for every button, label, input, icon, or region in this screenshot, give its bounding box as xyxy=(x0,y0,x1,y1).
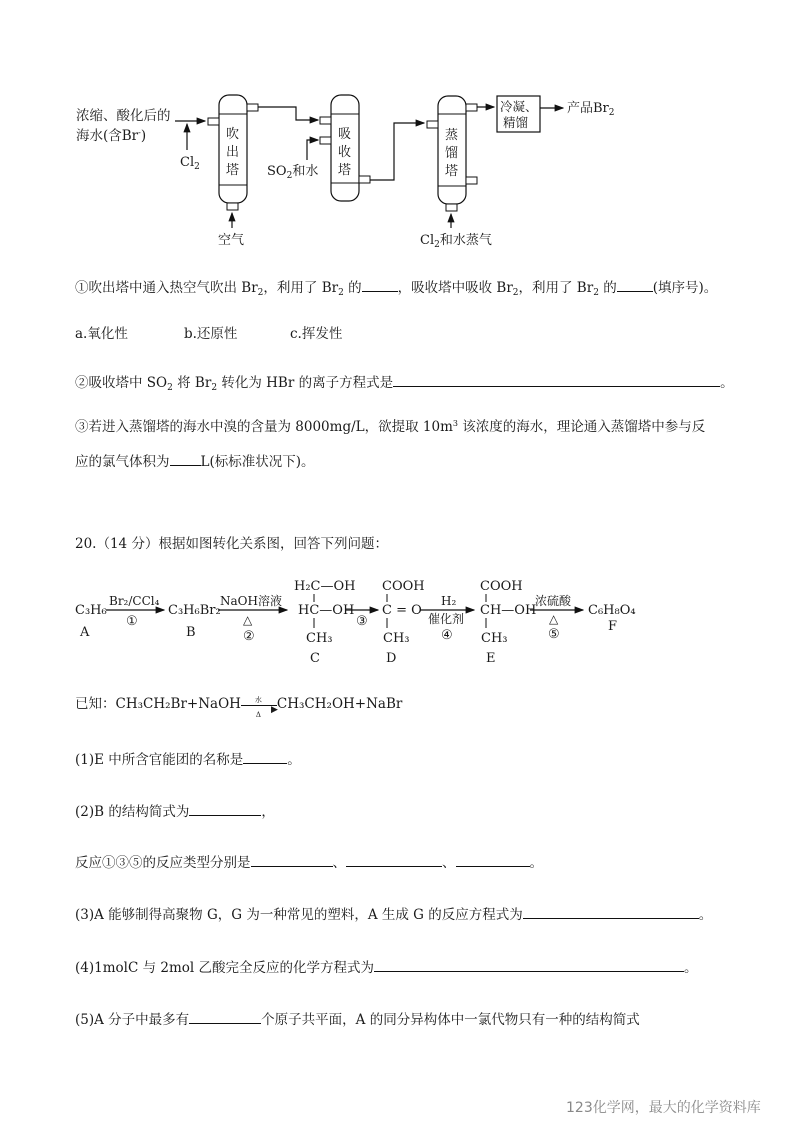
q20-sub3 xyxy=(75,904,712,924)
sup: 3 xyxy=(452,419,458,428)
compound-B: C₃H₆Br₂ xyxy=(168,603,221,618)
q20-sub1 xyxy=(75,749,301,769)
marker: ② xyxy=(75,375,89,391)
compound-C-mid: HC—OH xyxy=(298,603,355,618)
answer-blank-1[interactable] xyxy=(362,277,398,292)
step5-reagent: 浓硫酸 xyxy=(535,594,572,608)
compound-C-top: H₂C—OH xyxy=(294,579,356,594)
text: ，利用了 Br xyxy=(263,280,339,296)
text: 若进入蒸馏塔的海水中溴的含量为 8000mg/L，欲提取 10m xyxy=(88,419,453,435)
condense-distill-box xyxy=(497,96,540,132)
compound-F-label: F xyxy=(608,619,618,634)
known-reaction xyxy=(75,695,403,719)
compound-C-bot: CH₃ xyxy=(306,631,333,646)
compound-D-mid: C = O xyxy=(382,603,422,618)
compound-A-label: A xyxy=(80,625,90,640)
answer-blank-8[interactable] xyxy=(346,852,442,867)
cl2-steam-label: $Cl_2$和水蒸气 xyxy=(420,233,492,250)
cl2-label: $Cl_2$ xyxy=(180,155,200,172)
sub: 2 xyxy=(593,288,599,298)
text: 应的氯气体积为 xyxy=(75,454,170,470)
answer-blank-12[interactable] xyxy=(189,1009,261,1024)
step2-heat: △ xyxy=(243,613,253,627)
compound-D-top: COOH xyxy=(382,579,425,594)
sub: 2 xyxy=(211,383,218,393)
compound-D-bot: CH₃ xyxy=(383,631,410,646)
text: 该浓度的海水，理论通入蒸馏塔中参与反 xyxy=(457,419,706,435)
compound-E-bot: CH₃ xyxy=(481,631,508,646)
text: 吸收塔中 SO xyxy=(88,375,168,391)
answer-blank-3[interactable] xyxy=(393,372,720,387)
step1-number: ① xyxy=(126,614,138,629)
svg-text:出: 出 xyxy=(226,145,240,160)
air-label: 空气 xyxy=(218,233,245,248)
sub: 2 xyxy=(338,288,344,298)
text: 个原子共平面，A 的同分异构体中一氯代物只有一种的结构简式 xyxy=(261,1012,640,1028)
answer-blank-9[interactable] xyxy=(456,852,530,867)
answer-blank-10[interactable] xyxy=(523,904,699,919)
text: 吹出塔中通入热空气吹出 Br xyxy=(88,280,258,296)
text: ，吸收塔中吸收 Br xyxy=(397,280,513,296)
step2-number: ② xyxy=(243,629,255,644)
text: 反应①③⑤的反应类型分别是 xyxy=(75,855,251,871)
text: (2)B 的结构简式为 xyxy=(75,804,190,820)
q20-sub5 xyxy=(75,1009,640,1029)
q20-header: 20.（14 分）根据如图转化关系图，回答下列问题： xyxy=(75,536,388,552)
step2-reagent: NaOH溶液 xyxy=(220,594,282,608)
compound-F: C₆H₈O₄ xyxy=(588,603,636,618)
footer-watermark: 123化学网，最大的化学资料库 xyxy=(566,1100,761,1116)
step4-reagent: H₂ xyxy=(441,594,457,608)
text: 。 xyxy=(698,907,713,923)
sub: 2 xyxy=(512,288,519,298)
text: (5)A 分子中最多有 xyxy=(75,1012,190,1028)
svg-text:塔: 塔 xyxy=(445,164,459,179)
q19-option-a: a.氧化性 xyxy=(75,326,128,342)
bromine-process-diagram xyxy=(0,0,794,260)
answer-blank-4[interactable] xyxy=(170,451,201,466)
answer-blank-11[interactable] xyxy=(374,957,684,972)
step4-catalyst: 催化剂 xyxy=(428,612,465,626)
svg-text:精馏: 精馏 xyxy=(503,115,529,130)
q20-sub4 xyxy=(75,957,698,977)
compound-A: C₃H₆ xyxy=(75,603,107,618)
step5-number: ⑤ xyxy=(548,627,560,642)
answer-blank-2[interactable] xyxy=(617,277,653,292)
q20-sub2 xyxy=(75,801,275,821)
text: 的 xyxy=(343,280,362,296)
text: (填序号)。 xyxy=(652,280,718,296)
svg-text:收: 收 xyxy=(338,145,352,160)
text: 的 xyxy=(598,280,617,296)
step1-reagent: Br₂/CCl₄ xyxy=(109,594,160,608)
q20-sub2b xyxy=(75,852,543,872)
step4-number: ④ xyxy=(441,628,453,643)
absorption-tower xyxy=(320,95,370,201)
text: 转化为 HBr 的离子方程式是 xyxy=(217,375,394,391)
text: (4)1molC 与 2mol 乙酸完全反应的化学方程式为 xyxy=(75,960,374,976)
distillation-tower xyxy=(427,96,477,211)
known-arrow: ▶ 水 Δ xyxy=(241,698,277,712)
text: 。 xyxy=(287,752,301,768)
text: ，利用了 Br xyxy=(518,280,594,296)
q19-option-c: c.挥发性 xyxy=(290,326,343,342)
marker: ① xyxy=(75,280,89,296)
compound-E-label: E xyxy=(486,651,496,666)
marker: ③ xyxy=(75,419,89,435)
svg-text:冷凝、: 冷凝、 xyxy=(500,99,538,114)
svg-text:塔: 塔 xyxy=(226,163,240,178)
sub: 2 xyxy=(167,383,173,393)
svg-text:吸: 吸 xyxy=(338,127,352,142)
q19-part1 xyxy=(75,277,717,297)
text: 、 xyxy=(332,855,346,871)
text: (1)E 中所含官能团的名称是 xyxy=(75,752,244,768)
compound-D-label: D xyxy=(386,651,397,666)
blow-out-tower xyxy=(208,95,258,210)
step5-heat: △ xyxy=(549,612,559,626)
svg-text:塔: 塔 xyxy=(338,163,352,178)
sub: 2 xyxy=(257,288,264,298)
answer-blank-6[interactable] xyxy=(189,801,261,816)
text: 、 xyxy=(442,855,456,871)
svg-text:蒸: 蒸 xyxy=(445,128,459,143)
compound-E-mid: CH—OH xyxy=(480,603,537,618)
compound-C-label: C xyxy=(310,651,320,666)
text: CH₃CH₂OH+NaBr xyxy=(276,696,403,712)
product-label: 产品$Br_2$ xyxy=(567,101,615,118)
text: L(标标准状况下)。 xyxy=(200,454,315,470)
pipe-2-3 xyxy=(370,123,424,180)
q19-part2 xyxy=(75,372,734,392)
answer-blank-5[interactable] xyxy=(243,749,287,764)
text: CH₃CH₂Br+NaOH xyxy=(115,696,241,712)
text: 将 Br xyxy=(172,375,212,391)
so2-arrow xyxy=(307,140,318,160)
text: ， xyxy=(261,804,275,820)
reaction-scheme xyxy=(0,565,794,675)
svg-text:吹: 吹 xyxy=(226,127,240,142)
q19-option-b: b.还原性 xyxy=(184,326,238,342)
text: 。 xyxy=(529,855,543,871)
q19-part3-line1 xyxy=(75,418,705,436)
compound-E-top: COOH xyxy=(480,579,523,594)
feed-label-line1: 浓缩、酸化后的 xyxy=(76,108,171,124)
text: (3)A 能够制得高聚物 G，G 为一种常见的塑料，A 生成 G 的反应方程式为 xyxy=(75,907,523,923)
text: 已知： xyxy=(75,696,116,712)
answer-blank-7[interactable] xyxy=(251,852,333,867)
pipe-1-2 xyxy=(258,107,318,120)
feed-label-line2: 海水(含Br-) xyxy=(76,128,147,144)
compound-B-label: B xyxy=(186,625,196,640)
text: 。 xyxy=(720,375,734,391)
step3-number: ③ xyxy=(356,614,368,629)
svg-text:馏: 馏 xyxy=(445,146,459,161)
text: 。 xyxy=(684,960,698,976)
q19-part3-line2 xyxy=(75,451,315,471)
so2-label: $SO_2$和水 xyxy=(267,164,319,181)
